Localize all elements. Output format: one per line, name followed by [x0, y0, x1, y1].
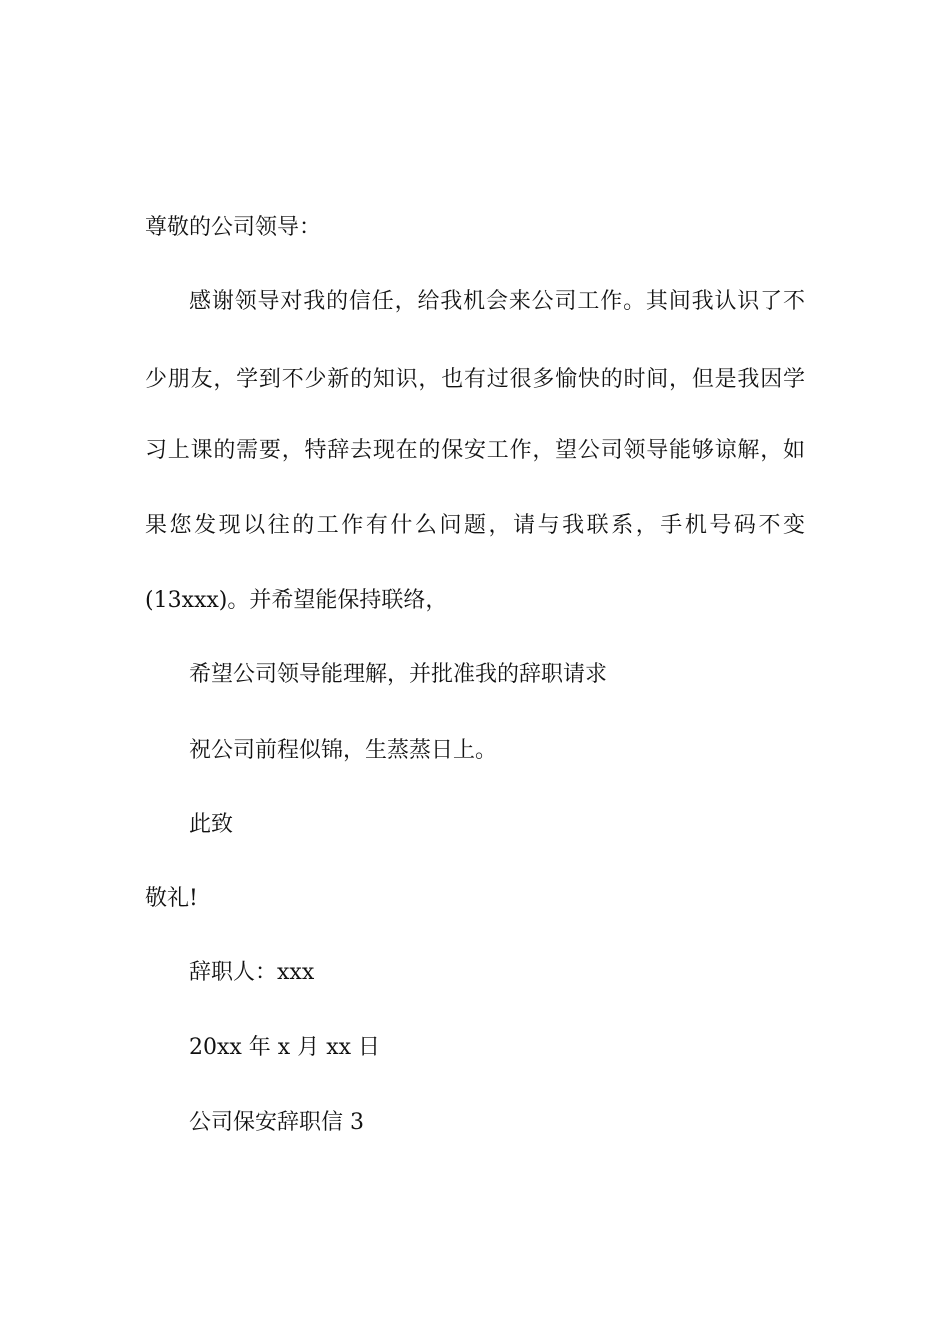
body-line-5: (13xxx)。并希望能保持联络， [145, 588, 448, 613]
body-line-2: 少朋友，学到不少新的知识，也有过很多愉快的时间，但是我因学 [145, 367, 805, 392]
body-line-4: 果您发现以往的工作有什么问题，请与我联系，手机号码不变 [145, 513, 805, 538]
request-line: 希望公司领导能理解，并批准我的辞职请求 [189, 662, 608, 687]
wish-line: 祝公司前程似锦，生蒸蒸日上。 [189, 738, 498, 763]
signer-line: 辞职人：xxx [189, 960, 315, 985]
body-line-1: 感谢领导对我的信任，给我机会来公司工作。其间我认识了不 [189, 289, 805, 314]
closing-ci-zhi: 此致 [189, 812, 234, 837]
closing-jing-li: 敬礼! [145, 886, 198, 911]
salutation: 尊敬的公司领导： [145, 215, 322, 240]
next-section-title: 公司保安辞职信 3 [189, 1110, 364, 1135]
body-line-3: 习上课的需要，特辞去现在的保安工作，望公司领导能够谅解，如 [145, 438, 805, 463]
date-line: 20xx 年 x 月 xx 日 [189, 1035, 380, 1060]
